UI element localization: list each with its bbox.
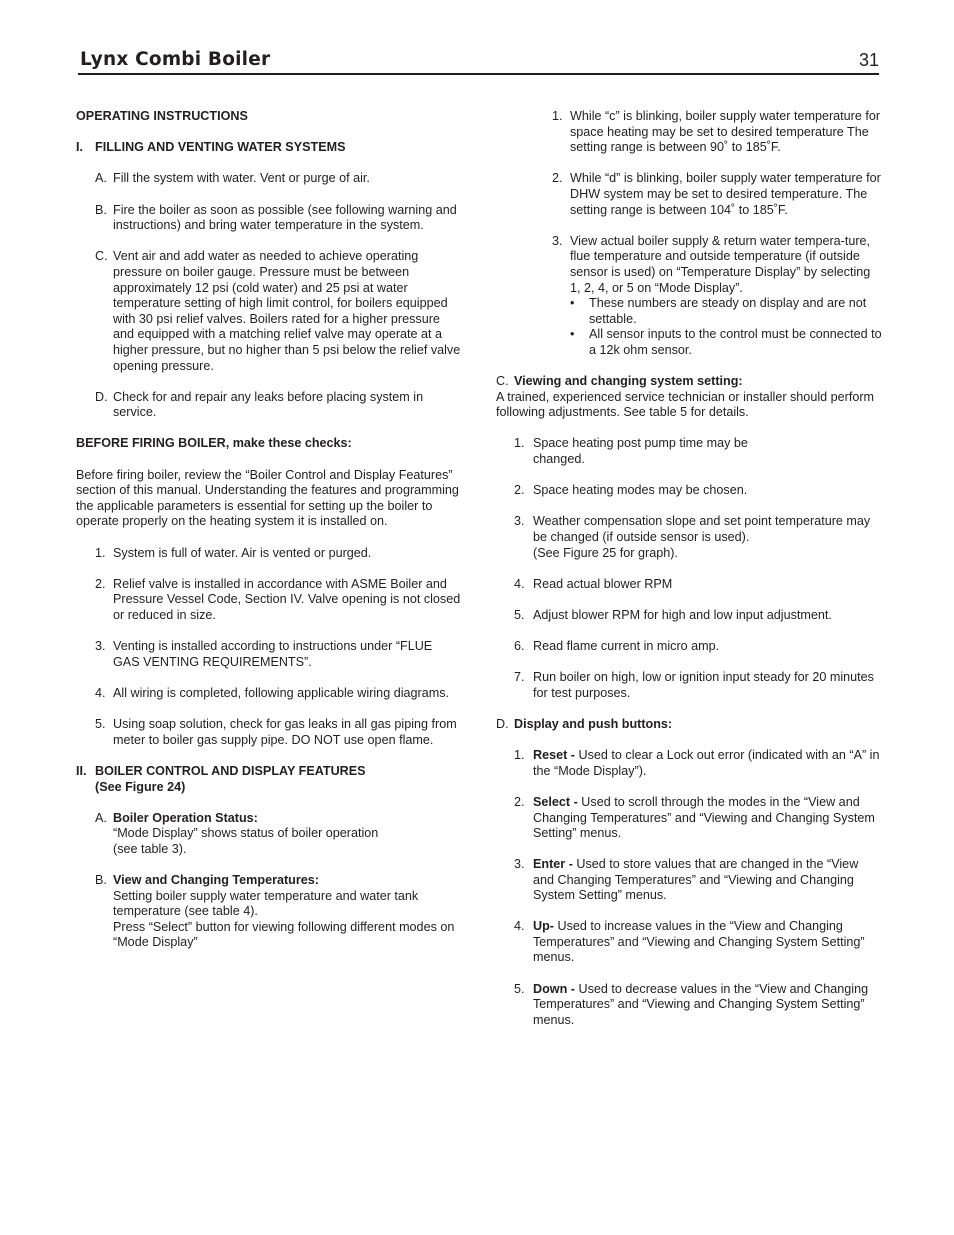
setting-text: Adjust blower RPM for high and low input adjustment. — [533, 608, 832, 622]
item-text-line: “Mode Display” shows status of boiler operation — [113, 826, 379, 841]
setting-item — [514, 577, 882, 593]
view-changing-temperatures-title: View and Changing Temperatures: — [113, 873, 319, 888]
check-number: 1. — [95, 545, 106, 560]
setting-number: 1. — [514, 436, 525, 451]
step-text: Vent air and add water as needed to achieve operating pressure on boiler gauge. Pressure must be between approximately 12 psi (cold water) and 25 psi at water temperature setting of high limit control, for boilers equipped with 30 psi relief valves. Boilers rated for a higher pressure and equipped with a matching relief valve may operate at a higher pressure, but no higher than 5 psi below the relief valve opening pressure. — [113, 249, 461, 373]
document-title: Lynx Combi Boiler — [80, 49, 271, 70]
section-2-items — [76, 811, 462, 951]
section-c-letter: C. — [496, 374, 509, 389]
page-header — [78, 49, 879, 75]
setting-text: Read flame current in micro amp. — [533, 639, 720, 654]
filling-step — [95, 249, 462, 374]
step-text: View actual boiler supply & return water tempera-ture, flue temperature and outside temperature (if outside sensor is used) on “Temperature Display” by selecting 1, 2, 4, or 5 on “Mode Display”. — [570, 233, 871, 295]
check-item — [95, 546, 462, 562]
check-item — [95, 717, 462, 748]
setting-text: Space heating modes may be chosen. — [533, 483, 748, 498]
button-label: Select - — [533, 795, 578, 810]
setting-number: 7. — [514, 670, 525, 685]
setting-item — [514, 436, 882, 467]
step-text: Check for and repair any leaks before placing system in service. — [113, 389, 424, 420]
section-2-item-a — [95, 811, 462, 858]
right-column — [496, 109, 882, 1044]
check-text: All wiring is completed, following applicable wiring diagrams. — [113, 685, 449, 700]
setting-item — [514, 608, 882, 624]
left-column — [76, 109, 462, 967]
button-description: Used to decrease values in the “View and Changing Temperatures” and “Viewing and Changing System Setting” menus. — [533, 981, 869, 1027]
setting-item — [514, 670, 882, 701]
button-item — [514, 795, 882, 842]
item-text: Press “Select” button for viewing following different modes on “Mode Display” — [113, 919, 455, 950]
section-c-description: A trained, experienced service technician or installer should perform following adjustments. See table 5 for details. — [496, 389, 875, 420]
item-text: Setting boiler supply water temperature and water tank temperature (see table 4). — [113, 888, 419, 919]
step-letter: C. — [95, 249, 108, 264]
operating-instructions-heading: OPERATING INSTRUCTIONS — [76, 109, 248, 123]
check-text: Relief valve is installed in accordance with ASME Boiler and Pressure Vessel Code, Section IV. Valve opening is not closed or reduced in size. — [113, 576, 461, 622]
setting-number: 2. — [514, 483, 525, 498]
button-number: 5. — [514, 981, 525, 996]
item-text-line: (see table 3). — [113, 841, 187, 856]
item-letter: B. — [95, 873, 107, 888]
item-letter: A. — [95, 810, 107, 825]
button-number: 1. — [514, 748, 525, 763]
bullet-icon: • — [570, 296, 575, 311]
filling-steps-list — [76, 171, 462, 421]
button-label: Enter - — [533, 856, 573, 871]
check-item — [95, 686, 462, 702]
button-label: Down - — [533, 981, 575, 996]
section-d-heading — [496, 717, 882, 733]
check-text: System is full of water. Air is vented or purged. — [113, 545, 372, 560]
setting-item — [514, 483, 882, 499]
section-2-number: II. — [76, 763, 87, 778]
before-firing-heading: BEFORE FIRING BOILER, make these checks: — [76, 436, 352, 451]
filling-step — [95, 171, 462, 187]
bullet-item — [570, 327, 882, 358]
filling-step — [95, 390, 462, 421]
button-description: Used to increase values in the “View and Changing Temperatures” and “Viewing and Changing System Setting” menus. — [533, 919, 865, 965]
button-item — [514, 748, 882, 779]
section-2-item-b — [95, 873, 462, 951]
pre-firing-checklist — [76, 546, 462, 749]
check-number: 3. — [95, 639, 106, 654]
button-description: Used to scroll through the modes in the “View and Changing Temperatures” and “Viewing and Changing System Setting” menus. — [533, 795, 875, 841]
setting-number: 3. — [514, 514, 525, 529]
button-number: 2. — [514, 795, 525, 810]
step-letter: B. — [95, 202, 107, 217]
step-number: 1. — [552, 109, 563, 123]
step-text: Fire the boiler as soon as possible (see following warning and instructions) and bring water temperature in the system. — [113, 202, 457, 233]
setting-number: 5. — [514, 608, 525, 622]
step-text: While “c” is blinking, boiler supply water temperature for space heating may be set to desired temperature The setting range is between 90˚ to 185˚F. — [570, 109, 881, 155]
button-description: Used to clear a Lock out error (indicated with an “A” in the “Mode Display”). — [533, 748, 880, 778]
setting-number: 4. — [514, 576, 525, 591]
step-letter: D. — [95, 389, 108, 404]
section-c-title: Viewing and changing system setting: — [514, 374, 743, 389]
bullet-item — [570, 296, 882, 327]
temperature-step — [552, 109, 882, 156]
button-description: Used to store values that are changed in the “View and Changing Temperatures” and “Viewing and Changing System Setting” menus. — [533, 856, 859, 903]
check-item — [95, 639, 462, 670]
filling-step — [95, 203, 462, 234]
boiler-operation-status-title: Boiler Operation Status: — [113, 810, 258, 825]
bullet-text: All sensor inputs to the control must be connected to a 12k ohm sensor. — [589, 327, 882, 357]
check-text: Using soap solution, check for gas leaks in all gas piping from meter to boiler gas supply pipe. DO NOT use open flame. — [113, 717, 457, 747]
button-number: 4. — [514, 919, 525, 934]
setting-item — [514, 639, 882, 655]
step-text: While “d” is blinking, boiler supply water temperature for DHW system may be set to desired temperature. The setting range is between 104˚ to 185˚F. — [570, 171, 881, 217]
check-text: Venting is installed according to instructions under “FLUE GAS VENTING REQUIREMENTS”. — [113, 639, 433, 669]
temperature-step — [552, 234, 882, 359]
section-1-title: FILLING AND VENTING WATER SYSTEMS — [95, 140, 346, 155]
button-label: Reset - — [533, 748, 575, 763]
check-item — [95, 577, 462, 624]
check-number: 4. — [95, 685, 106, 700]
page-number: 31 — [858, 50, 879, 70]
button-item — [514, 919, 882, 966]
system-settings-list — [496, 436, 882, 701]
setting-text: Weather compensation slope and set point temperature may be changed (if outside sensor is used). — [533, 514, 871, 545]
check-number: 2. — [95, 576, 106, 591]
check-number: 5. — [95, 717, 106, 732]
setting-text: Run boiler on high, low or ignition input steady for 20 minutes for test purposes. — [533, 670, 874, 700]
section-d-title: Display and push buttons: — [514, 717, 673, 732]
push-buttons-list — [496, 748, 882, 1028]
step-letter: A. — [95, 171, 107, 186]
setting-note: (See Figure 25 for graph). — [533, 545, 678, 560]
bullet-icon: • — [570, 327, 575, 342]
setting-text: Read actual blower RPM — [533, 576, 673, 591]
section-1-number: I. — [76, 140, 83, 155]
section-2-heading — [76, 764, 462, 795]
step-number: 2. — [552, 171, 563, 186]
button-item — [514, 857, 882, 904]
section-2-title: BOILER CONTROL AND DISPLAY FEATURES — [95, 763, 366, 778]
button-label: Up- — [533, 919, 554, 934]
setting-number: 6. — [514, 639, 525, 654]
button-item — [514, 982, 882, 1029]
section-c — [496, 374, 882, 390]
bullet-text: These numbers are steady on display and are not settable. — [589, 296, 867, 326]
step-text: Fill the system with water. Vent or purge of air. — [113, 171, 370, 186]
temperature-step — [552, 171, 882, 218]
section-d-letter: D. — [496, 717, 509, 732]
before-firing-paragraph: Before firing boiler, review the “Boiler Control and Display Features” section of this manual. Understanding the features and programming the applicable parameters is essential for setting up the boiler to operate properly on the heating system it is installed on. — [76, 467, 459, 529]
button-number: 3. — [514, 856, 525, 871]
section-2-subtitle: (See Figure 24) — [95, 779, 186, 794]
temperature-steps-list — [496, 109, 882, 359]
section-1-heading — [76, 140, 462, 156]
step-number: 3. — [552, 233, 563, 248]
setting-item — [514, 514, 882, 561]
setting-text: Space heating post pump time may be changed. — [533, 436, 748, 467]
